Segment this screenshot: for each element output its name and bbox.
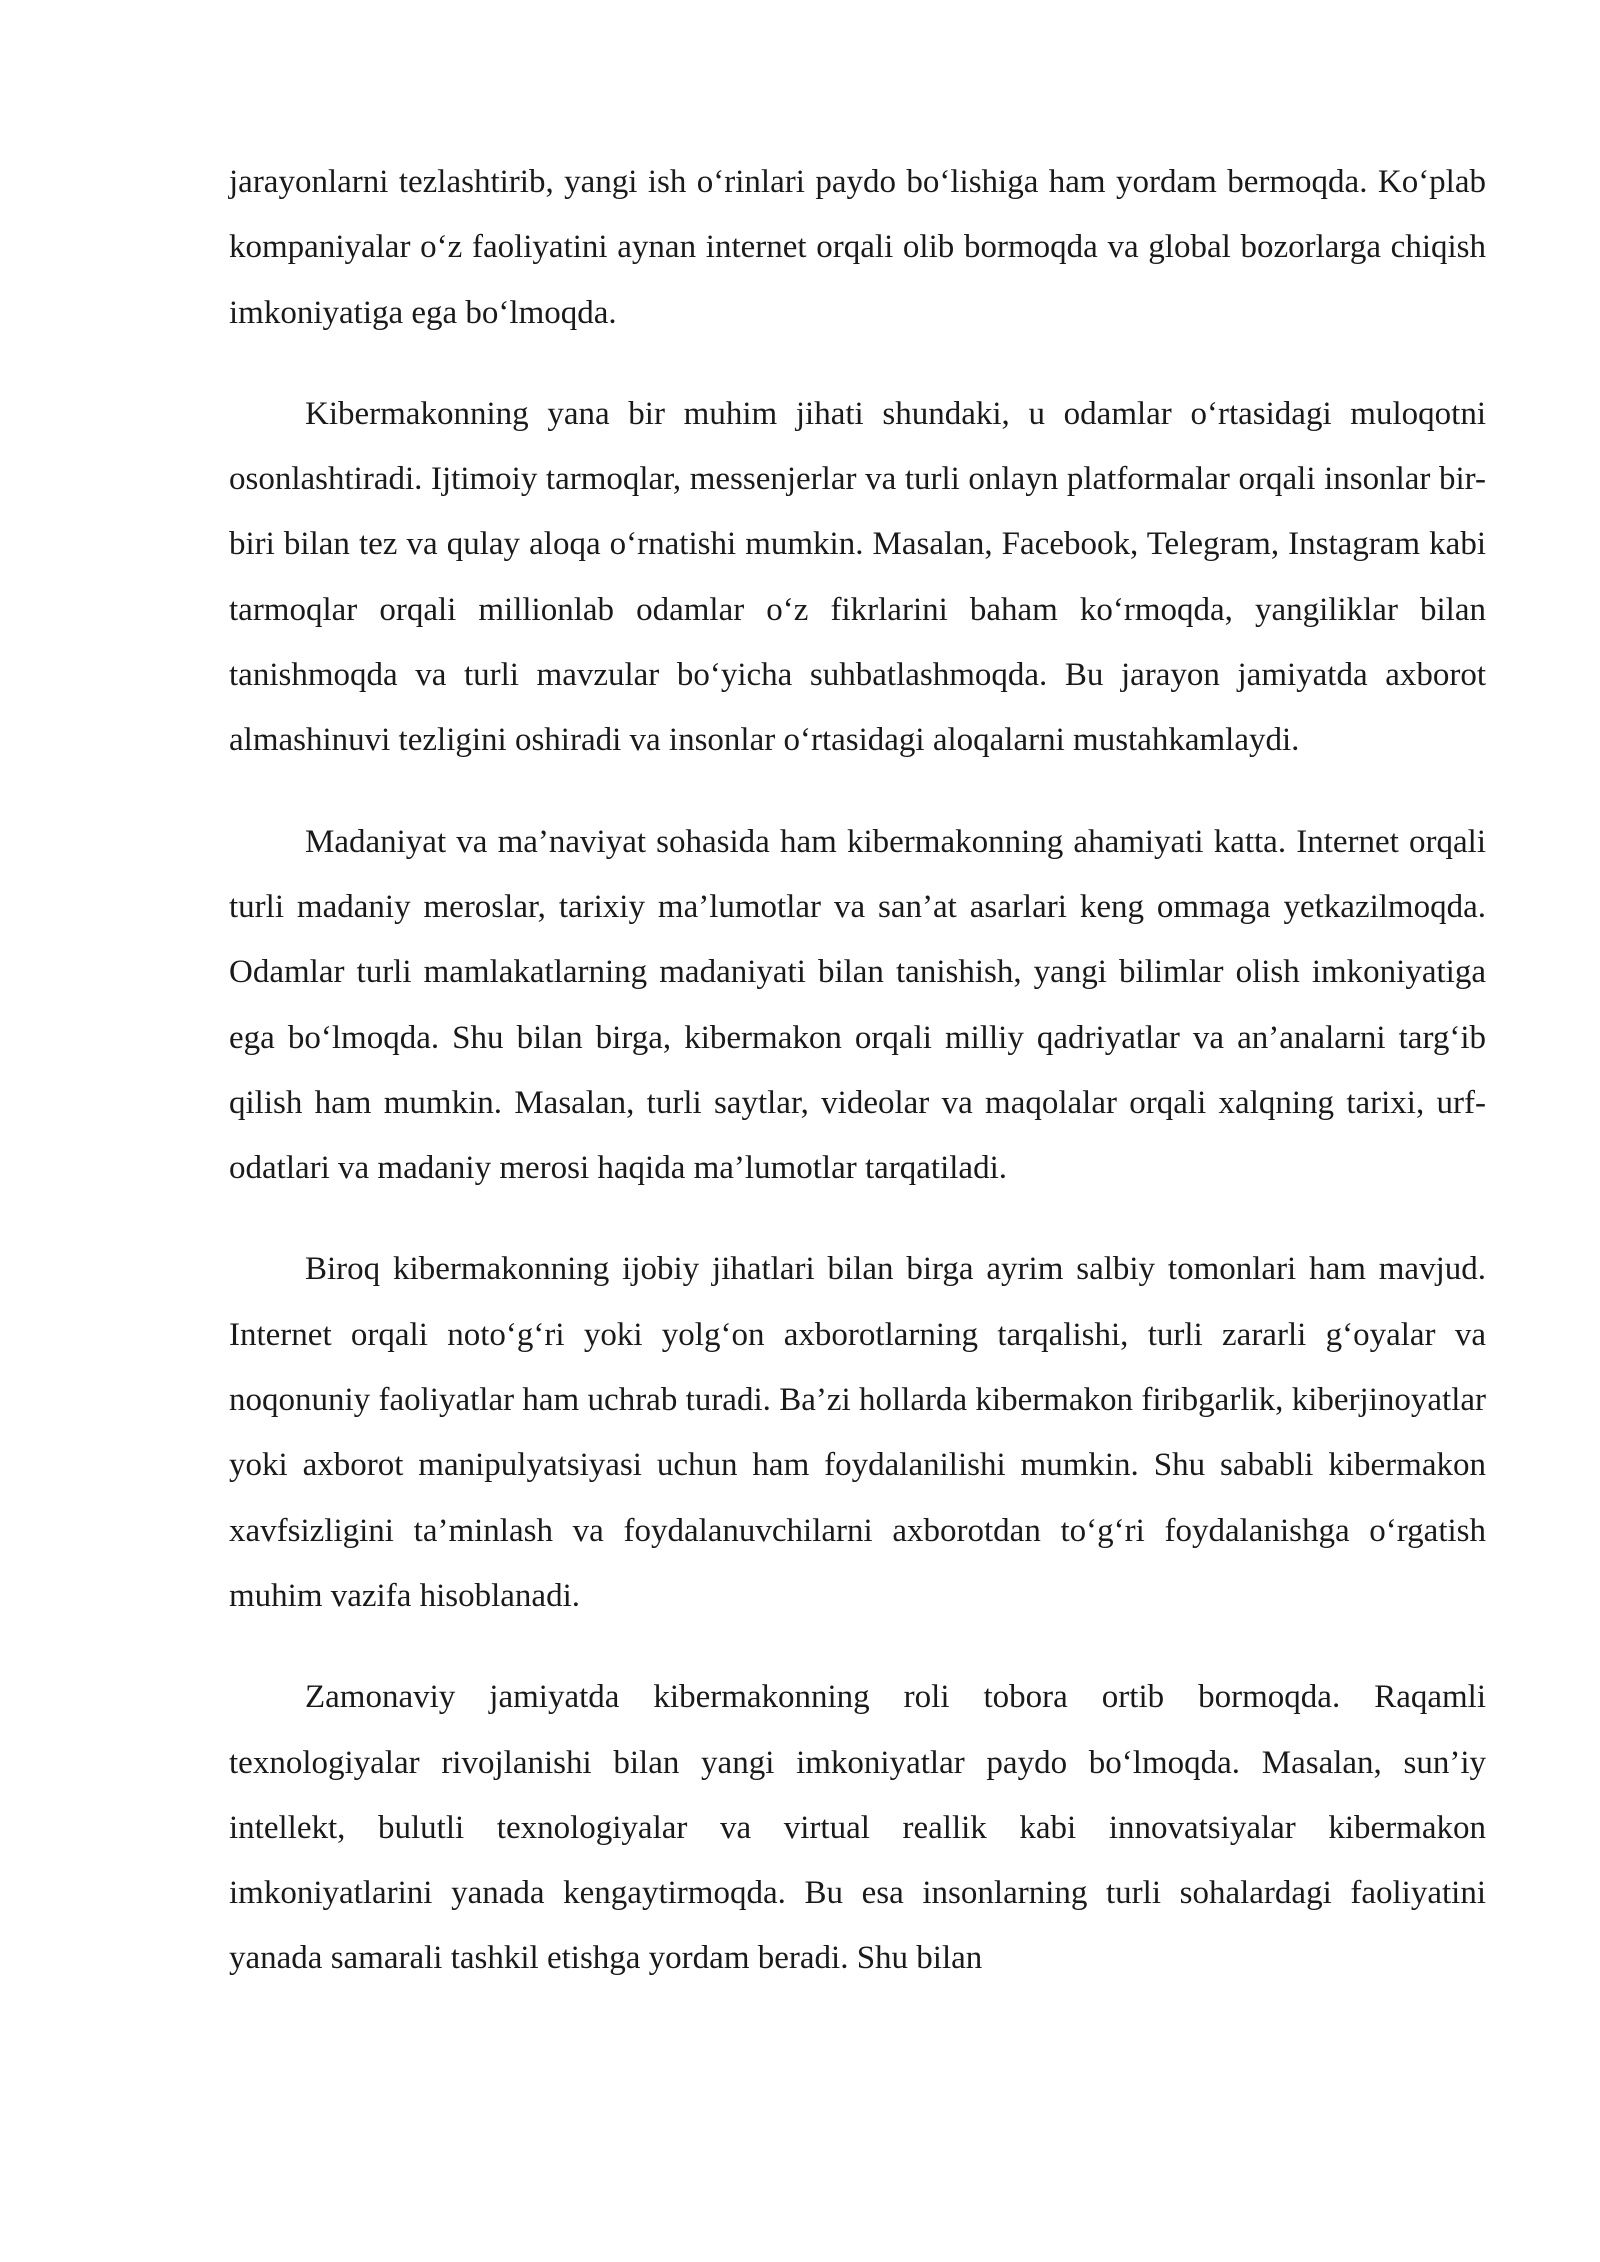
- paragraph-culture: Madaniyat va ma’naviyat sohasida ham kibermakonning ahamiyati katta. Internet orqali turli madaniy meroslar, tarixiy ma’lumotlar va san’at asarlari keng ommaga yetkazilmoqda. Odamlar turli mamlakatlarning madaniyati bilan tanishish, yangi bilimlar olish imkoniyatiga ega bo‘lmoqda. Shu bilan birga, kibermakon orqali milliy qadriyatlar va an’analarni targ‘ib qilish ham mumkin. Masalan, turli saytlar, videolar va maqolalar orqali xalqning tarixi, urf-odatlari va madaniy merosi haqida ma’lumotlar tarqatiladi.: [229, 823, 1486, 1187]
- document-page: [229, 150, 1486, 1992]
- paragraph-modern-society: Zamonaviy jamiyatda kibermakonning roli tobora ortib bormoqda. Raqamli texnologiyalar rivojlanishi bilan yangi imkoniyatlar paydo bo‘lmoqda. Masalan, sun’iy intellekt, bulutli texnologiyalar va virtual reallik kabi innovatsiyalar kibermakon imkoniyatlarini yanada kengaytirmoqda. Bu esa insonlarning turli sohalardagi faoliyatini yanada samarali tashkil etishga yordam beradi. Shu bilan: [229, 1679, 1486, 1977]
- paragraph-risks: Biroq kibermakonning ijobiy jihatlari bilan birga ayrim salbiy tomonlari ham mavjud. Internet orqali noto‘g‘ri yoki yolg‘on axborotlarning tarqalishi, turli zararli g‘oyalar va noqonuniy faoliyatlar ham uchrab turadi. Ba’zi hollarda kibermakon firibgarlik, kiberjinoyatlar yoki axborot manipulyatsiyasi uchun ham foydalanilishi mumkin. Shu sababli kibermakon xavfsizligini ta’minlash va foydalanuvchilarni axborotdan to‘g‘ri foydalanishga o‘rgatish muhim vazifa hisoblanadi.: [229, 1251, 1486, 1614]
- paragraph-communication: Kibermakonning yana bir muhim jihati shundaki, u odamlar o‘rtasidagi muloqotni osonlashtiradi. Ijtimoiy tarmoqlar, messenjerlar va turli onlayn platformalar orqali insonlar bir-biri bilan tez va qulay aloqa o‘rnatishi mumkin. Masalan, Facebook, Telegram, Instagram kabi tarmoqlar orqali millionlab odamlar o‘z fikrlarini baham ko‘rmoqda, yangiliklar bilan tanishmoqda va turli mavzular bo‘yicha suhbatlashmoqda. Bu jarayon jamiyatda axborot almashinuvi tezligini oshiradi va insonlar o‘rtasidagi aloqalarni mustahkamlaydi.: [229, 395, 1486, 759]
- paragraph-continuation: jarayonlarni tezlashtirib, yangi ish o‘rinlari paydo bo‘lishiga ham yordam bermoqda. Ko‘plab kompaniyalar o‘z faoliyatini aynan internet orqali olib bormoqda va global bozorlarga chiqish imkoniyatiga ega bo‘lmoqda.: [229, 164, 1486, 331]
